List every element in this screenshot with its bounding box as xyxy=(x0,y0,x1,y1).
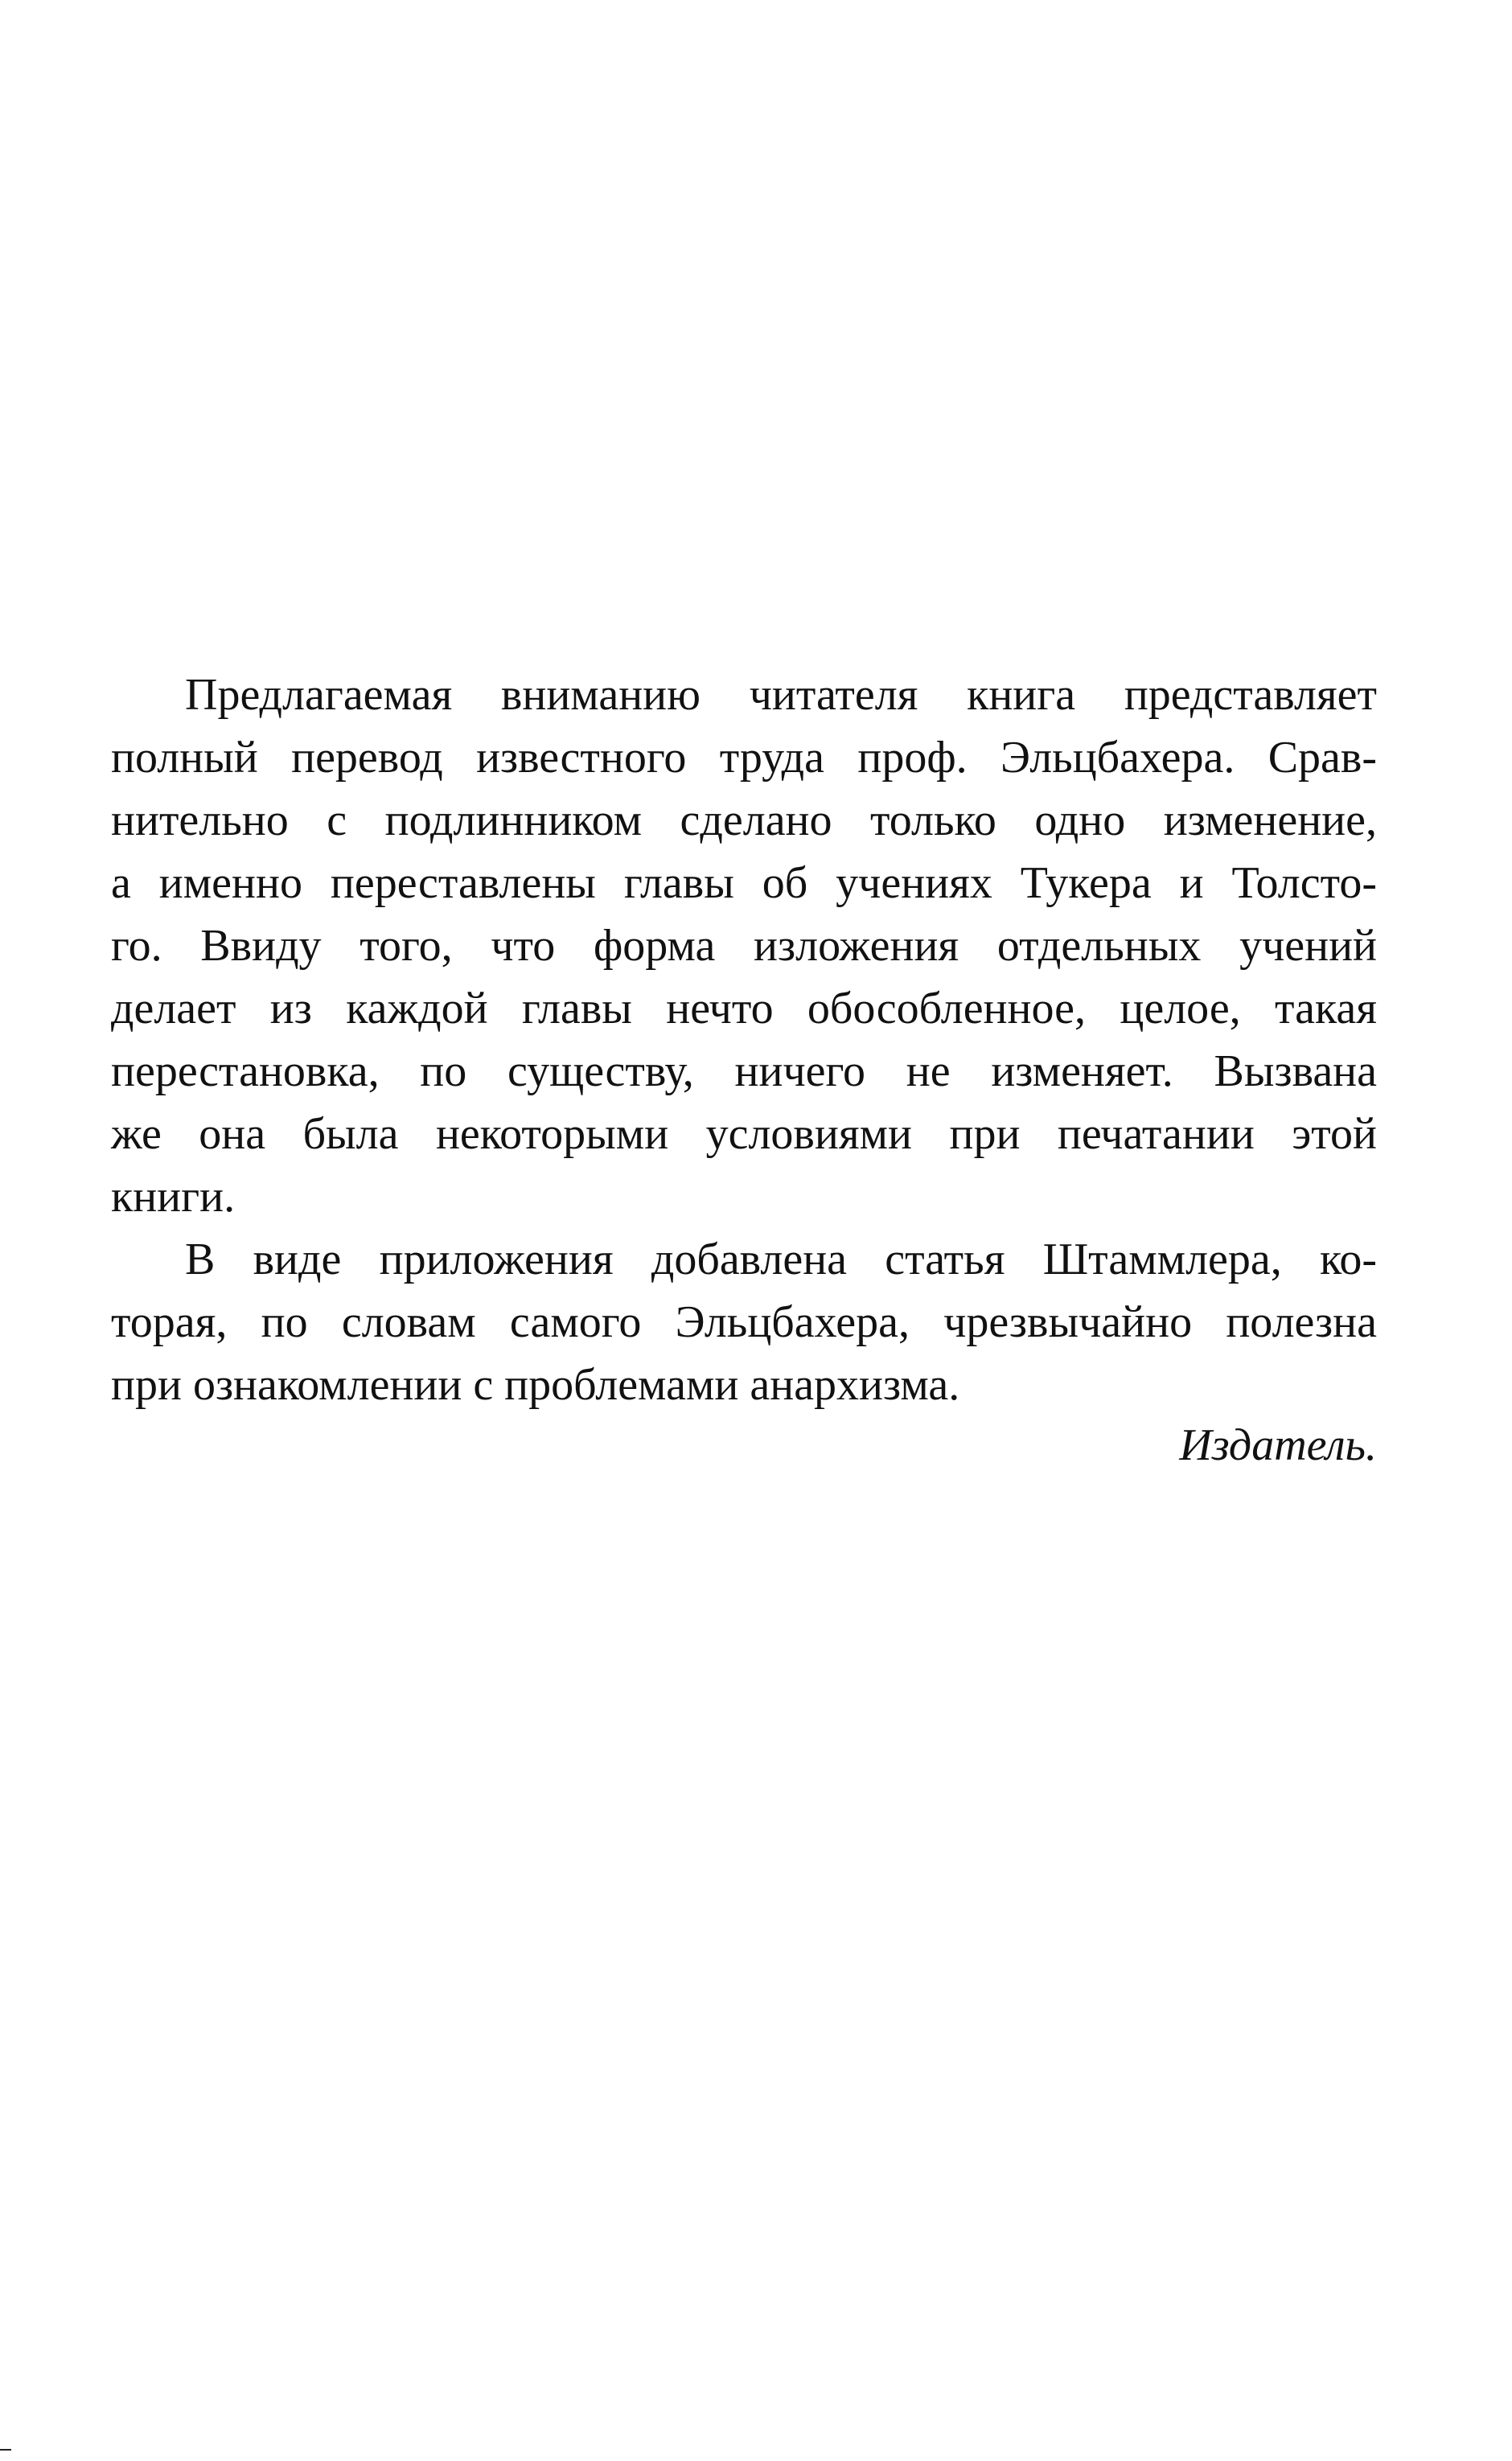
publisher-signature: Издатель. xyxy=(1179,1420,1377,1470)
text-line: при ознакомлении с проблемами анархизма. xyxy=(111,1360,960,1410)
text-line: полный перевод известного труда проф. Эльцбахера. Срав- xyxy=(111,733,1377,783)
text-line: нительно с подлинником сделано только одно изменение, xyxy=(111,795,1377,845)
text-line: перестановка, по существу, ничего не изменяет. Вызвана xyxy=(111,1046,1377,1096)
text-line: Предлагаемая вниманию читателя книга представляет xyxy=(185,670,1377,720)
text-line: делает из каждой главы нечто обособленное, целое, такая xyxy=(111,984,1377,1033)
text-line: же она была некоторыми условиями при печатании этой xyxy=(111,1109,1377,1159)
text-line: го. Ввиду того, что форма изложения отдельных учений xyxy=(111,921,1377,971)
paragraph-1 xyxy=(111,664,1377,1228)
text-line: торая, по словам самого Эльцбахера, чрезвычайно полезна xyxy=(111,1297,1377,1347)
scan-mark xyxy=(0,2449,11,2451)
foreword-text xyxy=(111,664,1377,1416)
paragraph-2 xyxy=(111,1228,1377,1416)
text-line: а именно переставлены главы об учениях Тукера и Толсто- xyxy=(111,858,1377,908)
text-line: книги. xyxy=(111,1172,236,1222)
text-line: В виде приложения добавлена статья Штаммлера, ко- xyxy=(185,1235,1377,1284)
